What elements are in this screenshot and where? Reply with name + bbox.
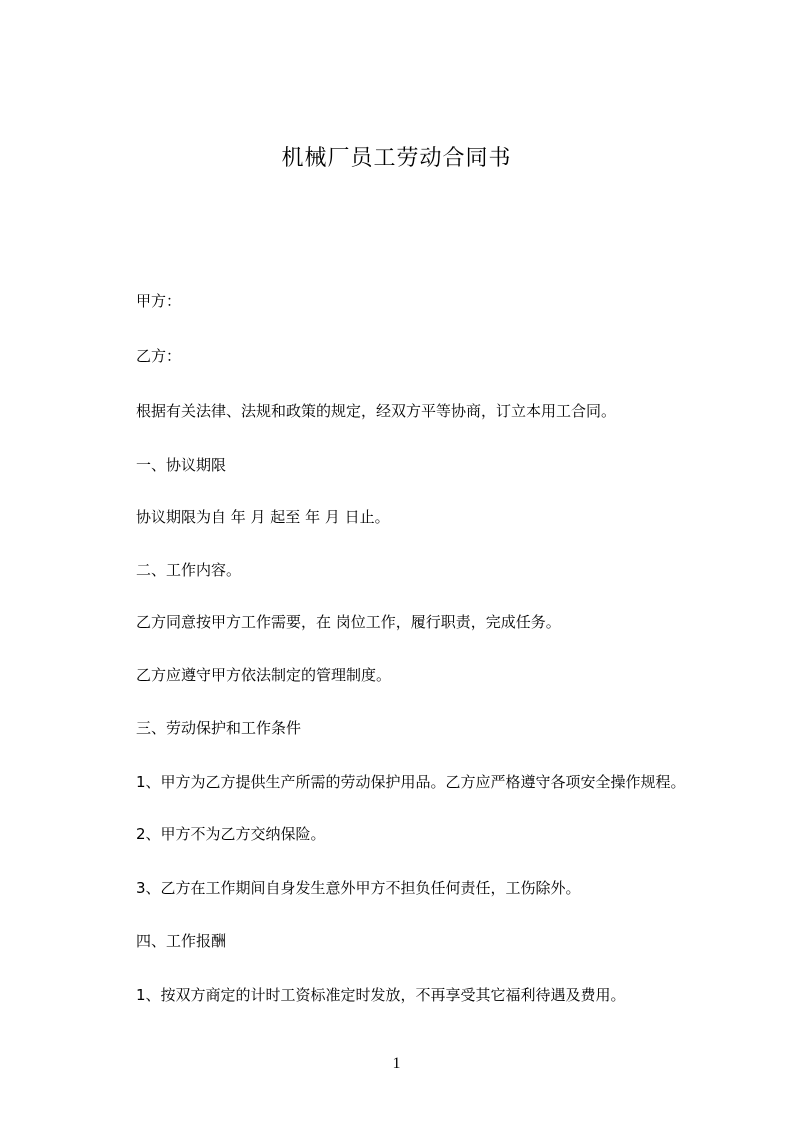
party-a-line: 甲方： [136, 292, 182, 310]
preamble-paragraph: 根据有关法律、法规和政策的规定，经双方平等协商，订立本用工合同。 [136, 402, 617, 420]
remuneration-item-1: 1、按双方商定的计时工资标准定时发放，不再享受其它福利待遇及费用。 [136, 986, 626, 1004]
work-content-paragraph-1: 乙方同意按甲方工作需要，在 岗位工作，履行职责，完成任务。 [136, 613, 561, 631]
party-b-line: 乙方： [136, 347, 182, 365]
labor-protection-item-3: 3、乙方在工作期间自身发生意外甲方不担负任何责任，工伤除外。 [136, 879, 581, 897]
section-heading-term: 一、协议期限 [136, 456, 227, 474]
section-heading-labor-protection: 三、劳动保护和工作条件 [136, 719, 302, 737]
work-content-paragraph-2: 乙方应遵守甲方依法制定的管理制度。 [136, 666, 392, 684]
section-heading-work-content: 二、工作内容。 [136, 561, 242, 579]
section-heading-remuneration: 四、工作报酬 [136, 932, 227, 950]
labor-protection-item-1: 1、甲方为乙方提供生产所需的劳动保护用品。乙方应严格遵守各项安全操作规程。 [136, 773, 686, 791]
labor-protection-item-2: 2、甲方不为乙方交纳保险。 [136, 825, 326, 843]
document-title: 机械厂员工劳动合同书 [281, 146, 512, 171]
page-number: 1 [392, 1055, 401, 1072]
term-paragraph: 协议期限为自 年 月 起至 年 月 日止。 [136, 508, 390, 526]
